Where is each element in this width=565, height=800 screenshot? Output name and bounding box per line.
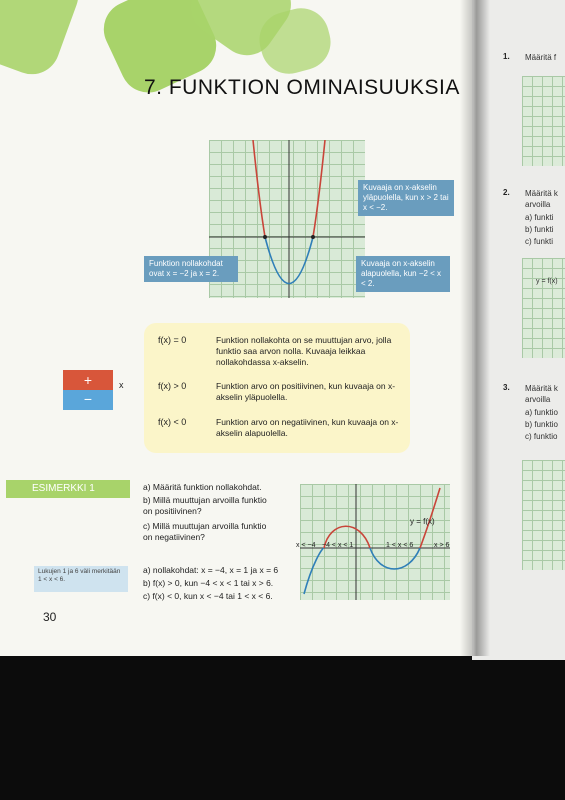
- right-item-2-number: 2.: [503, 188, 510, 197]
- rule-key-negative: f(x) < 0: [158, 417, 187, 427]
- example-question-b: b) Millä muuttujan arvoilla funktio: [143, 495, 267, 505]
- graph-2-interval-left: x < −4: [296, 542, 316, 549]
- callout-zeros: Funktion nollakohdat ovat x = −2 ja x = 2.: [144, 256, 238, 282]
- sign-minus: −: [63, 390, 113, 410]
- example-question-a: a) Määritä funktion nollakohdat.: [143, 482, 262, 492]
- example-title: ESIMERKKI 1: [6, 480, 130, 498]
- example-answer-b: b) f(x) > 0, kun −4 < x < 1 tai x > 6.: [143, 578, 274, 588]
- graph-1-curve-positive-right: [313, 140, 325, 237]
- example-question-c-cont: on negatiivinen?: [143, 532, 205, 542]
- definition-box: [144, 323, 410, 453]
- callout-below: Kuvaaja on x-akselin alapuolella, kun −2 < x < 2.: [356, 256, 450, 292]
- right-item-3-line-5: c) funktio: [525, 432, 558, 441]
- right-item-2-line-2: arvoilla: [525, 200, 551, 209]
- example-note: Lukujen 1 ja 6 väli merkitään 1 < x < 6.: [34, 566, 128, 592]
- right-item-1-line-1: Määritä f: [525, 53, 557, 62]
- rule-key-positive: f(x) > 0: [158, 381, 187, 391]
- right-item-2-line-3: a) funkti: [525, 213, 554, 222]
- right-graph-2-label: y = f(x): [536, 278, 558, 285]
- right-item-2-line-5: c) funkti: [525, 237, 554, 246]
- right-graph-2: [522, 258, 565, 358]
- example-answer-a: a) nollakohdat: x = −4, x = 1 ja x = 6: [143, 565, 279, 575]
- chapter-title: 7. FUNKTION OMINAISUUKSIA: [144, 76, 460, 99]
- example-question-b-cont: on positiivinen?: [143, 506, 202, 516]
- right-item-3-number: 3.: [503, 383, 510, 392]
- right-graph-1: [522, 76, 565, 166]
- right-item-1-number: 1.: [503, 52, 510, 61]
- right-item-3-line-3: a) funktio: [525, 408, 558, 417]
- right-graph-3: [522, 460, 565, 570]
- rule-text-positive: Funktion arvo on positiivinen, kun kuvaaja on x-akselin yläpuolella.: [216, 381, 396, 402]
- right-item-2-line-1: Määritä k: [525, 189, 558, 198]
- right-item-3-line-1: Määritä k: [525, 384, 558, 393]
- sign-plus: +: [63, 370, 113, 390]
- example-question-c: c) Millä muuttujan arvoilla funktio: [143, 521, 267, 531]
- right-item-3-line-4: b) funktio: [525, 420, 558, 429]
- rule-text-negative: Funktion arvo on negatiivinen, kun kuvaaja on x-akselin alapuolella.: [216, 417, 399, 438]
- rule-key-zero: f(x) = 0: [158, 335, 187, 345]
- right-item-2-line-4: b) funkti: [525, 225, 554, 234]
- graph-2-interval-right: x > 6: [434, 542, 450, 549]
- graph-2-fn-label: y = f(x): [410, 517, 435, 526]
- example-answer-c: c) f(x) < 0, kun x < −4 tai 1 < x < 6.: [143, 591, 273, 601]
- decor-leaf-1: [0, 0, 86, 82]
- right-item-3-line-2: arvoilla: [525, 395, 551, 404]
- graph-1-curve-positive-left: [253, 140, 265, 237]
- graph-2-interval-mid2: 1 < x < 6: [386, 542, 414, 549]
- book-gutter: [460, 0, 490, 656]
- page-number: 30: [43, 610, 57, 624]
- callout-above: Kuvaaja on x-akselin yläpuolella, kun x > 2 tai x < −2.: [358, 180, 454, 216]
- graph-2-interval-mid1: −4 < x < 1: [322, 542, 354, 549]
- sign-axis-label: x: [119, 380, 124, 390]
- rule-text-zero: Funktion nollakohta on se muuttujan arvo, jolla funktio saa arvon nolla. Kuvaaja leikkaa nollakohdassa x-akselin.: [216, 335, 392, 367]
- graph-2-curve-left: [304, 548, 324, 594]
- graph-2-curve-dip: [370, 548, 420, 569]
